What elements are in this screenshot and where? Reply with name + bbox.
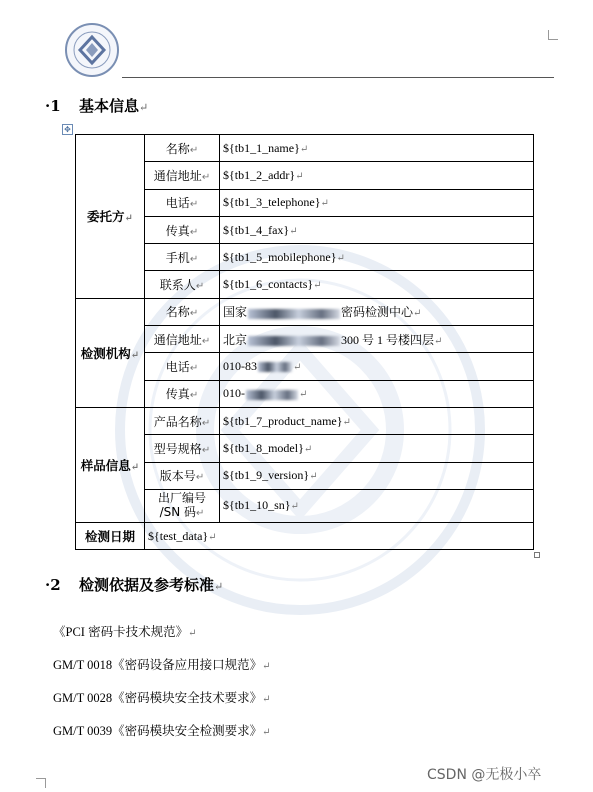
value-cell[interactable]: 010- ↵ — [220, 380, 534, 407]
return-arrow-icon: ↵ — [262, 727, 271, 738]
table-row — [76, 353, 534, 380]
value-cell[interactable]: ${tb1_2_addr}↵ — [220, 162, 534, 189]
return-arrow-icon: ↵ — [262, 694, 271, 705]
return-arrow-icon: ↵ — [295, 170, 304, 182]
return-arrow-icon: ↵ — [293, 362, 302, 374]
section-title: 检测依据及参考标准 — [79, 576, 215, 594]
return-arrow-icon: ↵ — [130, 349, 140, 361]
value-cell[interactable]: 国家 密码检测中心↵ — [220, 298, 534, 325]
return-arrow-icon: ↵ — [434, 335, 443, 347]
return-arrow-icon: ↵ — [303, 443, 313, 455]
label-cell: 通信地址↵ — [145, 162, 220, 189]
return-arrow-icon: ↵ — [188, 628, 197, 639]
return-arrow-icon: ↵ — [124, 213, 133, 225]
value-cell[interactable]: ${tb1_4_fax}↵ — [220, 216, 534, 243]
return-arrow-icon: ↵ — [195, 472, 205, 484]
label-cell: 产品名称↵ — [145, 407, 220, 434]
label-cell: 电话↵ — [145, 189, 220, 216]
label-cell: 名称↵ — [145, 135, 220, 162]
section-number: ·1 — [45, 97, 61, 115]
group-cell: 样品信息↵ — [76, 407, 145, 522]
table-row — [76, 326, 534, 353]
return-arrow-icon: ↵ — [189, 253, 199, 265]
return-arrow-icon: ↵ — [214, 580, 224, 593]
value-cell[interactable]: ${tb1_9_version}↵ — [220, 462, 534, 489]
return-arrow-icon: ↵ — [139, 101, 149, 114]
return-arrow-icon: ↵ — [201, 171, 211, 183]
return-arrow-icon: ↵ — [195, 281, 205, 293]
return-arrow-icon: ↵ — [208, 531, 217, 543]
source-credit: CSDN @无极小卒 — [427, 767, 542, 783]
return-arrow-icon: ↵ — [413, 308, 422, 320]
return-arrow-icon: ↵ — [189, 226, 199, 238]
label-cell: 传真↵ — [145, 216, 220, 243]
return-arrow-icon: ↵ — [290, 501, 299, 513]
date-label-cell: 检测日期 — [76, 522, 145, 549]
return-arrow-icon: ↵ — [309, 471, 318, 483]
table-resize-handle[interactable] — [534, 552, 540, 558]
table-row — [76, 271, 534, 298]
return-arrow-icon: ↵ — [130, 461, 140, 473]
margin-corner-mark — [548, 30, 558, 40]
margin-corner-mark — [36, 778, 46, 788]
table-row — [76, 135, 534, 162]
move-icon[interactable]: ✥ — [62, 124, 73, 135]
return-arrow-icon: ↵ — [299, 143, 309, 155]
redacted-text — [248, 309, 340, 319]
return-arrow-icon: ↵ — [336, 252, 345, 264]
basic-info-table — [75, 134, 534, 550]
value-cell[interactable]: 北京 300 号 1 号楼四层↵ — [220, 326, 534, 353]
return-arrow-icon: ↵ — [320, 198, 329, 210]
label-cell: 出厂编号 /SN 码↵ — [145, 489, 220, 522]
group-cell: 委托方↵ — [76, 135, 145, 299]
return-arrow-icon: ↵ — [313, 280, 322, 292]
date-value-cell[interactable]: ${test_data}↵ — [145, 522, 534, 549]
table-row — [76, 522, 534, 549]
header-rule — [122, 77, 554, 78]
label-cell: 通信地址↵ — [145, 326, 220, 353]
value-cell[interactable]: ${tb1_7_product_name}↵ — [220, 407, 534, 434]
redacted-text — [248, 336, 340, 346]
label-cell: 版本号↵ — [145, 462, 220, 489]
return-arrow-icon: ↵ — [189, 308, 199, 320]
table-row — [76, 489, 534, 522]
table-row — [76, 162, 534, 189]
return-arrow-icon: ↵ — [201, 417, 211, 429]
table-row — [76, 380, 534, 407]
value-cell[interactable]: ${tb1_3_telephone}↵ — [220, 189, 534, 216]
return-arrow-icon: ↵ — [262, 661, 271, 672]
group-cell: 检测机构↵ — [76, 298, 145, 407]
return-arrow-icon: ↵ — [201, 444, 211, 456]
value-cell[interactable]: ${tb1_6_contacts}↵ — [220, 271, 534, 298]
reference-item: GM/T 0028《密码模块安全技术要求》↵ — [53, 691, 271, 705]
section-heading-1 — [45, 95, 148, 116]
return-arrow-icon: ↵ — [189, 144, 199, 156]
reference-item: 《PCI 密码卡技术规范》↵ — [53, 625, 197, 639]
redacted-text — [246, 390, 298, 400]
return-arrow-icon: ↵ — [342, 416, 351, 428]
logo-icon — [64, 22, 120, 78]
table-row — [76, 462, 534, 489]
section-title: 基本信息 — [79, 97, 140, 115]
label-cell: 传真↵ — [145, 380, 220, 407]
table-row — [76, 298, 534, 325]
redacted-text — [258, 362, 292, 372]
table-row — [76, 435, 534, 462]
reference-item: GM/T 0018《密码设备应用接口规范》↵ — [53, 658, 271, 672]
value-cell[interactable]: ${tb1_5_mobilephone}↵ — [220, 244, 534, 271]
label-cell: 名称↵ — [145, 298, 220, 325]
return-arrow-icon: ↵ — [299, 389, 308, 401]
table-row — [76, 189, 534, 216]
table-row — [76, 216, 534, 243]
value-cell[interactable]: 010-83 ↵ — [220, 353, 534, 380]
return-arrow-icon: ↵ — [201, 335, 211, 347]
label-cell: 联系人↵ — [145, 271, 220, 298]
return-arrow-icon: ↵ — [189, 390, 199, 402]
return-arrow-icon: ↵ — [189, 363, 199, 375]
return-arrow-icon: ↵ — [289, 225, 298, 237]
table-row — [76, 244, 534, 271]
table-row — [76, 407, 534, 434]
value-cell[interactable]: ${tb1_10_sn}↵ — [220, 489, 534, 522]
section-heading-2 — [45, 574, 223, 595]
return-arrow-icon: ↵ — [189, 199, 199, 211]
reference-item: GM/T 0039《密码模块安全检测要求》↵ — [53, 724, 271, 738]
value-cell[interactable]: ${tb1_8_model}↵ — [220, 435, 534, 462]
value-cell[interactable]: ${tb1_1_name}↵ — [220, 135, 534, 162]
label-cell: 型号规格↵ — [145, 435, 220, 462]
label-cell: 电话↵ — [145, 353, 220, 380]
label-cell: 手机↵ — [145, 244, 220, 271]
return-arrow-icon: ↵ — [196, 507, 205, 519]
section-number: ·2 — [45, 576, 61, 594]
